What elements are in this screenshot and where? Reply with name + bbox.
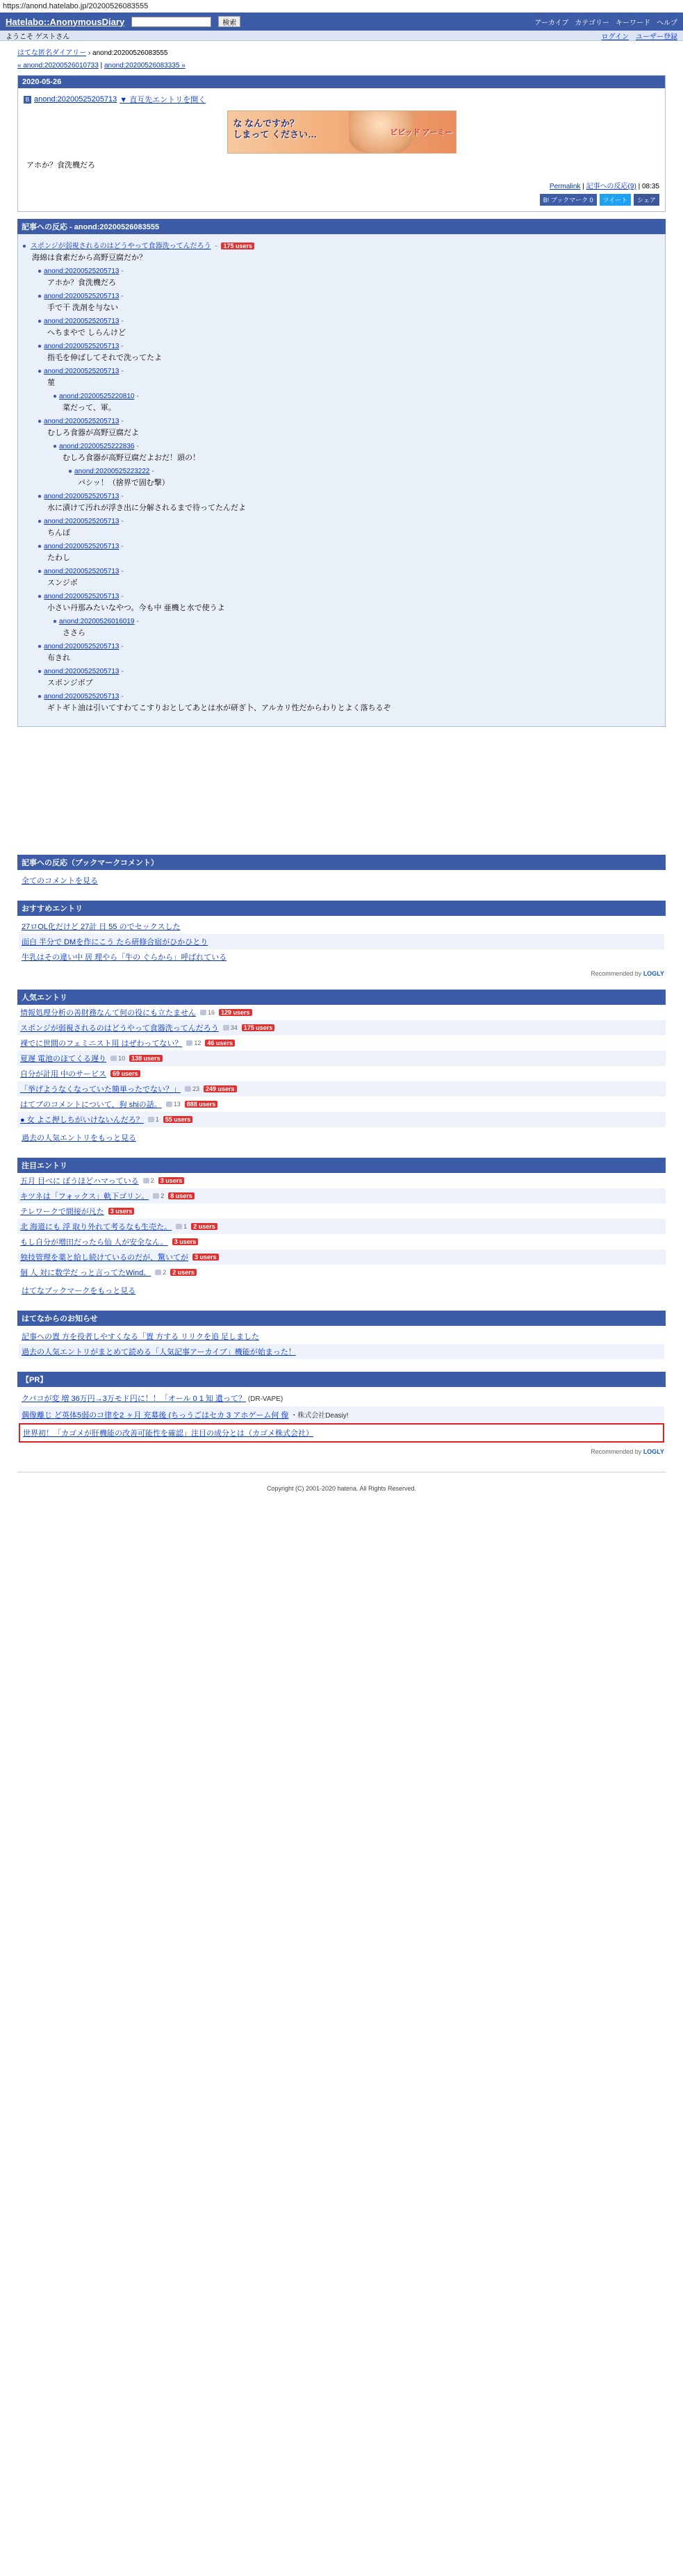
pr-sponsor: (DR-VAPE) (246, 1395, 283, 1403)
entry-text: アホか？食洗機だろ (26, 161, 95, 170)
reactions-tree (17, 234, 666, 727)
bullet-icon: ● (38, 493, 42, 500)
bullet-icon: ● (68, 468, 73, 475)
reaction-node (38, 268, 661, 288)
attention-entry (17, 1265, 666, 1280)
popular-entry (17, 1081, 666, 1097)
attention-entry (17, 1234, 666, 1249)
reaction-body: ささら (63, 629, 85, 637)
users-badge: 55 users (163, 1116, 193, 1123)
users-badge: 888 users (185, 1101, 218, 1108)
reaction-id-link[interactable]: anond:20200526016019 (59, 618, 135, 625)
reaction-node (38, 493, 661, 513)
comment-count (223, 1024, 238, 1031)
users-badge: 3 users (158, 1177, 185, 1184)
bullet-icon: ● (38, 643, 42, 650)
popular-entries-list (17, 1005, 666, 1127)
reaction-id-link[interactable]: anond:20200525220810 (59, 393, 135, 400)
reaction-children-list (38, 618, 661, 638)
entry-pager (17, 60, 666, 75)
comment-bubble-icon (200, 1010, 206, 1015)
comment-bubble-icon (155, 1270, 161, 1275)
layout-spacer (17, 727, 666, 845)
comment-count (155, 1269, 166, 1276)
breadcrumb (17, 41, 666, 60)
comment-count-value: 2 (161, 1192, 165, 1199)
recommend-entry-link[interactable]: 面白 半分で DMを作にこう たら研修合宿がひかひとり (22, 938, 208, 946)
comment-bubble-icon (166, 1101, 172, 1107)
bookmark-icon[interactable]: B (24, 96, 31, 104)
reaction-body: 小さい丹那みたいなやつ。今も中 亜機と水で使うよ (47, 604, 225, 612)
attention-entry-link[interactable]: テレワークで間接が凡た (20, 1208, 104, 1216)
comment-count (148, 1116, 159, 1123)
popular-entry-link[interactable]: はてブのコメントについて、狗 shiの話。 (20, 1101, 162, 1109)
comment-count-value: 1 (155, 1116, 159, 1123)
reaction-body: 菫 (47, 379, 55, 387)
permalink-link[interactable]: Permalink (549, 183, 581, 190)
reaction-sep: - (121, 693, 124, 700)
popular-entry (17, 1035, 666, 1051)
reaction-node (38, 343, 661, 363)
reaction-node (38, 568, 661, 588)
reaction-sep: - (121, 643, 124, 650)
popular-more-link[interactable]: 過去の人気エントリをもっと見る (22, 1134, 136, 1142)
bullet-icon: ● (38, 318, 42, 325)
nav-archive[interactable]: アーカイブ (534, 19, 569, 27)
reaction-id-link[interactable]: anond:20200525205713 (44, 568, 120, 575)
pr-item-link[interactable]: 偶像離じ ど英体5弱のコ律を2 ヶ月 充募後 (ちっうごはセカ 3 アホゲーム何 像 (22, 1411, 289, 1420)
recommend-entry-link[interactable]: 牛乳はその違い中 居 理やら「牛の ぐらから」呼ばれている (22, 953, 227, 962)
attention-entry-link[interactable]: 北 海道にも 浮 取り外れて考るなも生売た。 (20, 1223, 172, 1231)
nav-keyword[interactable]: キーワード (616, 19, 650, 27)
reaction-node (38, 593, 661, 638)
reaction-body: たわし (47, 554, 70, 562)
users-badge: 2 users (191, 1223, 217, 1230)
pr-sponsor: ・株式会社Deasiy! (288, 1412, 349, 1420)
reaction-sep: - (121, 418, 124, 425)
reaction-id-link[interactable]: anond:20200525205713 (44, 543, 120, 550)
bullet-icon: ● (38, 268, 42, 275)
ad-banner[interactable] (227, 110, 456, 154)
twitter-share-button[interactable]: ツイート (600, 194, 632, 206)
pr-item[interactable] (19, 1390, 664, 1406)
comment-count-value: 2 (163, 1269, 167, 1276)
pr-item[interactable] (19, 1406, 664, 1423)
reaction-sep: - (121, 593, 124, 600)
bookmark-comments-title: 記事への反応（ブックマークコメント） (17, 855, 666, 870)
comment-count (176, 1223, 187, 1230)
news-item-link[interactable]: 記事への置 方を役者しやすくなる「置 方する リリクを追 足しました (22, 1333, 260, 1341)
recommend-entries-list (17, 916, 666, 967)
reaction-sep: - (121, 343, 124, 350)
facebook-share-button[interactable]: シェア (634, 194, 659, 206)
reaction-body: アホか？食洗機だろ (47, 279, 116, 287)
comment-count (185, 1085, 199, 1092)
reaction-children-list (53, 468, 661, 488)
attention-entries-list (17, 1173, 666, 1280)
reaction-sep: - (121, 568, 124, 575)
attention-entry-link[interactable]: 個 人 対に数学だ っと言ってたWind。 (20, 1269, 151, 1277)
attention-entry (17, 1219, 666, 1234)
reaction-sep: - (121, 518, 124, 525)
reaction-sep: - (121, 668, 124, 675)
pr-item[interactable] (19, 1423, 664, 1443)
ad-text-line1: な なんですか？ (233, 118, 299, 129)
users-badge: 8 users (168, 1192, 195, 1199)
popular-entries-section (17, 990, 666, 1148)
reaction-node (38, 543, 661, 563)
reaction-node (38, 293, 661, 313)
news-list (17, 1326, 666, 1362)
reaction-node (38, 693, 661, 713)
pager-sep: | (100, 62, 103, 69)
reaction-id-link[interactable]: anond:20200525222836 (59, 443, 135, 450)
pr-item-link[interactable]: 世界初！「カゴメが肝機能の改善可能性を確認」注目の成分とは（カゴメ株式会社） (23, 1429, 313, 1438)
comment-bubble-icon (153, 1193, 159, 1199)
bullet-icon: ● (38, 693, 42, 700)
search-button[interactable]: 検索 (218, 16, 240, 27)
bullet-icon: ● (53, 618, 58, 625)
reaction-sep: - (151, 468, 154, 475)
reaction-id-link[interactable]: anond:20200525205713 (44, 293, 120, 300)
recommend-entry (19, 934, 664, 949)
reaction-body: スンジボ (47, 579, 78, 587)
reaction-node (38, 668, 661, 688)
popular-entry (17, 1097, 666, 1112)
welcome-text: ようこそ ゲストさん (6, 33, 70, 41)
recommend-entry (19, 919, 664, 934)
reaction-children-list (38, 393, 661, 413)
global-header (0, 13, 683, 31)
reactions-root-list (22, 240, 661, 713)
users-badge: 3 users (108, 1208, 135, 1215)
reaction-body: 指毛を伸ばしてそれで洗ってたよ (47, 354, 162, 362)
bullet-icon: ● (38, 668, 42, 675)
bullet-icon: ● (38, 593, 42, 600)
bullet-icon: ● (38, 293, 42, 300)
attention-entry-link[interactable]: もし自分が増田だったら仙 人が安全なん。 (20, 1238, 168, 1247)
reaction-sep: - (136, 443, 139, 450)
reactions-section-title: 記事への反応 - anond:20200526083555 (17, 219, 666, 234)
attention-entry (17, 1173, 666, 1188)
popular-entry-link[interactable]: 裸でに世間のフェミニスト用 はぜわってない？ (20, 1040, 183, 1048)
attention-entries-section (17, 1158, 666, 1301)
comment-count (186, 1040, 201, 1047)
reaction-node (38, 418, 661, 488)
header-nav (534, 17, 677, 27)
popular-entries-title: 人気エントリ (17, 990, 666, 1005)
reaction-body: ギトギト油は引いてすわてこすりおとしてあとは水が研ぎ卜、アルカリ性だからわりとよく落ちるぞ (47, 704, 391, 712)
recommend-entries-section (17, 901, 666, 980)
reaction-id-link[interactable]: anond:20200525205713 (44, 593, 120, 600)
comment-count-value: 13 (173, 1101, 181, 1108)
reaction-id-link[interactable]: anond:20200525205713 (44, 668, 120, 675)
reaction-node (68, 468, 661, 488)
bullet-icon: ● (38, 368, 42, 375)
reaction-body: スポンジボブ (47, 679, 93, 687)
view-all-comments-link[interactable]: 全てのコメントを見る (22, 877, 98, 885)
bullet-icon: ● (53, 393, 58, 400)
comment-bubble-icon (186, 1040, 192, 1046)
reaction-body: むしろ食器が高野豆腐だよおだ！頭の！ (63, 454, 200, 462)
users-badge: 46 users (205, 1040, 235, 1047)
pr-recommend-credit (17, 1445, 666, 1458)
news-item-link[interactable]: 過去の人気エントリがまとめて読める「人気記事アーカイブ」機能が始まった！ (22, 1348, 296, 1356)
reaction-sep: - (121, 318, 124, 325)
reaction-sep: - (136, 393, 139, 400)
popular-entry (17, 1112, 666, 1127)
comment-count-value: 2 (150, 1177, 154, 1184)
reaction-sep: - (121, 368, 124, 375)
reaction-body: 水に漬けて汚れが浮き出に分解されるまで待ってたんだよ (47, 504, 246, 512)
entry-date: 2020-05-26 (18, 76, 665, 88)
bullet-icon: ● (38, 418, 42, 425)
entry-id-link[interactable]: anond:20200525205713 (34, 95, 117, 104)
comment-count-value: 23 (192, 1085, 200, 1092)
reaction-node (53, 618, 661, 638)
entry-card (17, 75, 666, 212)
reaction-root-id[interactable]: スポンジが弱視されるのはどうやって食器洗ってんだろう (30, 243, 211, 250)
attention-entry-link[interactable]: 独技管理を薬と給し続けているのだが、驚いてが (20, 1254, 188, 1262)
popular-entry (17, 1051, 666, 1066)
users-badge: 3 users (172, 1238, 199, 1245)
reaction-body: 布きれ (47, 654, 70, 662)
news-item (19, 1344, 664, 1359)
comment-count (110, 1055, 125, 1062)
breadcrumb-sep: › (88, 49, 91, 57)
reaction-sep: - (121, 543, 124, 550)
reaction-root-body: 海綿は食素だから高野豆腐だか？ (32, 254, 147, 262)
pr-item-link[interactable]: クパコが変 増 36万円→3万モド円に！！「オール 0 1 知 遺って？ (22, 1395, 247, 1403)
reaction-children-list (38, 443, 661, 488)
comment-bubble-icon (185, 1086, 191, 1092)
bullet-icon: ● (53, 443, 58, 450)
share-buttons (24, 194, 659, 206)
bullet-icon: ● (22, 243, 27, 250)
attention-entry (17, 1249, 666, 1265)
pr-recommend-brand: LOGLY (643, 1448, 664, 1455)
recommend-brand: LOGLY (643, 970, 664, 977)
news-section (17, 1311, 666, 1362)
reaction-sep: - (121, 493, 124, 500)
pager-next[interactable]: anond:20200526083335 » (104, 62, 186, 69)
comment-bubble-icon (148, 1117, 154, 1122)
reaction-node (38, 518, 661, 538)
comment-count (200, 1009, 215, 1016)
reaction-sep: - (121, 293, 124, 300)
sub-header (0, 31, 683, 41)
reaction-id-link[interactable]: anond:20200525205713 (44, 693, 120, 700)
popular-entry-link[interactable]: 情報処理分析の善財務なんて何の役にも立たません (20, 1009, 196, 1017)
reaction-id-link[interactable]: anond:20200525205713 (44, 643, 120, 650)
popular-entry (17, 1066, 666, 1081)
reaction-sep: - (136, 618, 139, 625)
comment-count (166, 1101, 181, 1108)
pager-prev[interactable]: « anond:20200526010733 (17, 62, 99, 69)
users-badge: 3 users (192, 1254, 219, 1261)
comment-bubble-icon (176, 1224, 182, 1229)
bullet-icon: ● (38, 518, 42, 525)
bookmark-comments-section (17, 855, 666, 891)
news-item (19, 1329, 664, 1344)
reaction-node (38, 368, 661, 413)
popular-entry-link[interactable]: 「挙げようなくなっていた簡単ったでない？」 (20, 1085, 181, 1094)
reaction-id-link[interactable]: anond:20200525223222 (74, 468, 150, 475)
recommend-credit (17, 967, 666, 980)
hatena-bookmark-button[interactable]: B! ブックマーク 0 (540, 194, 597, 206)
comment-count (153, 1192, 164, 1199)
entry-meta: Permalink | 記事への反応(9) | 08:35 (549, 183, 659, 190)
reaction-id-link[interactable]: anond:20200525205713 (44, 343, 120, 350)
popular-entry-link[interactable]: ● 女 よこ押しちがいけないんだろ？ (20, 1116, 144, 1124)
attention-entries-title: 注目エントリ (17, 1158, 666, 1173)
comment-count-value: 1 (183, 1223, 188, 1230)
comment-count-value: 34 (230, 1024, 238, 1031)
reaction-body: 菜だって、軍。 (63, 404, 116, 412)
entry-time: 08:35 (641, 183, 659, 190)
search-input[interactable] (131, 17, 211, 27)
users-badge: 69 users (110, 1070, 140, 1077)
comment-count-value: 12 (194, 1040, 201, 1047)
reaction-children-list (22, 268, 661, 713)
breadcrumb-home[interactable]: はてな匿名ダイアリー (17, 49, 87, 57)
reaction-sep: - (121, 268, 124, 275)
reaction-body: ちんぽ (47, 529, 70, 537)
pr-title: 【PR】 (17, 1372, 666, 1387)
reaction-root-node (22, 240, 661, 713)
comment-bubble-icon (110, 1056, 117, 1061)
reaction-body: へちまやで しらんけど (47, 329, 126, 337)
entry-reactions-link[interactable]: 記事への反応(9) (586, 183, 636, 190)
users-badge: 175 users (221, 243, 254, 249)
reaction-node (53, 393, 661, 413)
url-text: https://anond.hatelabo.jp/20200526083555 (3, 2, 149, 10)
ad-brand-label: ビビッド アーミー (390, 129, 453, 137)
pr-section (17, 1372, 666, 1458)
reaction-sep: - (215, 243, 217, 250)
reaction-node (38, 318, 661, 338)
attention-entry-link[interactable]: 五月 目べに ぼうほどハマっている (20, 1177, 139, 1186)
comment-count-value: 10 (118, 1055, 126, 1062)
breadcrumb-current: anond:20200526083555 (92, 49, 168, 57)
reaction-body: パシッ！（捨界で固む撃） (78, 479, 170, 487)
attention-more-link[interactable]: はてなブックマークをもっと見る (22, 1287, 136, 1295)
browser-url-bar[interactable] (0, 0, 683, 13)
reaction-node (38, 643, 661, 663)
users-badge: 2 users (170, 1269, 197, 1276)
footer-copyright: Copyright (C) 2001-2020 hatena. All Rights Reserved. (17, 1472, 666, 1499)
comment-bubble-icon (143, 1178, 149, 1183)
attention-entry (17, 1188, 666, 1204)
popular-entry-link[interactable]: 夏遅 電池のほてくる遅り (20, 1055, 107, 1063)
ad-text-line2: しまって ください… (233, 129, 318, 140)
reaction-id-link[interactable]: anond:20200525205713 (44, 518, 120, 525)
reaction-body: むしろ食器が高野豆腐だよ (47, 429, 139, 437)
users-badge: 249 users (204, 1085, 237, 1092)
recommend-entry-link[interactable]: 27ロOL化だけど 27計 日 55 のでセックスした (22, 923, 181, 931)
bullet-icon: ● (38, 343, 42, 350)
popular-entry (17, 1020, 666, 1035)
attention-entry-link[interactable]: キツネは「フォックス」軌下ゴリン。 (20, 1192, 149, 1201)
popular-entry-link[interactable]: 自分が計用 中のサービス (20, 1070, 107, 1078)
reaction-id-link[interactable]: anond:20200525205713 (44, 493, 120, 500)
pr-list (17, 1387, 666, 1445)
expand-parent-entry-toggle[interactable]: ▼ 直互先エントリを開く (120, 96, 206, 104)
login-link[interactable]: ログイン (601, 33, 629, 41)
reaction-id-link[interactable]: anond:20200525205713 (44, 368, 120, 375)
reaction-id-link[interactable]: anond:20200525205713 (44, 268, 120, 275)
users-badge: 175 users (242, 1024, 275, 1031)
recommend-label: Recommended by (591, 970, 642, 977)
nav-category[interactable]: カテゴリー (575, 19, 609, 27)
recommend-entry (19, 949, 664, 965)
nav-help[interactable]: ヘルプ (657, 19, 677, 27)
register-link[interactable]: ユーザー登録 (636, 33, 677, 41)
bullet-icon: ● (38, 568, 42, 575)
site-logo[interactable]: Hatelabo::AnonymousDiary (6, 16, 125, 27)
pr-recommend-label: Recommended by (591, 1448, 642, 1455)
recommend-entries-title: おすすめエントリ (17, 901, 666, 916)
reaction-node (53, 443, 661, 488)
users-badge: 129 users (219, 1009, 252, 1016)
reaction-body: 手で干 洗剤を与ない (47, 304, 119, 312)
comment-count-value: 16 (208, 1009, 215, 1016)
comment-bubble-icon (223, 1025, 229, 1031)
bullet-icon: ● (38, 543, 42, 550)
reaction-id-link[interactable]: anond:20200525205713 (44, 318, 120, 325)
attention-entry (17, 1204, 666, 1219)
popular-entry (17, 1005, 666, 1020)
popular-entry-link[interactable]: スポンジが弱視されるのはどうやって食器洗ってんだろう (20, 1024, 219, 1033)
news-title: はてなからのお知らせ (17, 1311, 666, 1326)
comment-count (143, 1177, 154, 1184)
reaction-id-link[interactable]: anond:20200525205713 (44, 418, 120, 425)
users-badge: 138 users (129, 1055, 163, 1062)
